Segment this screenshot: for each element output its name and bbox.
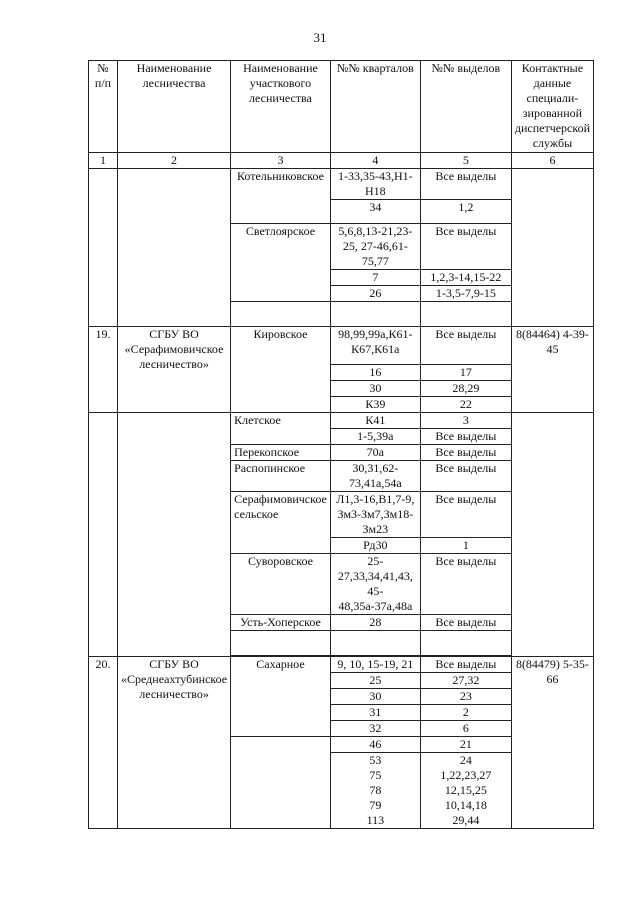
plots-cell: 1,22,23,27 [420, 768, 511, 783]
col-header-quarters: №№ кварталов [330, 61, 420, 153]
plots-cell: 1,2 [420, 200, 511, 224]
table-row [89, 413, 594, 429]
district-cell: Перекопское [231, 445, 331, 461]
plots-cell: 3 [420, 413, 511, 429]
plots-cell: Все выделы [420, 169, 511, 200]
quarters-cell: 5,6,8,13-21,23-25, 27-46,61-75,77 [330, 224, 420, 270]
district-cell: Суворовское [231, 554, 331, 615]
cell-empty [118, 413, 231, 657]
col-number-1: 1 [89, 153, 118, 169]
forestry-name: СГБУ ВО «Среднеахтубинское лесничество» [118, 657, 231, 829]
contact-cell: 8(84479) 5-35-66 [511, 657, 593, 829]
district-cell [231, 737, 331, 829]
quarters-cell: 1-5,39а [330, 429, 420, 445]
plots-cell: 12,15,25 [420, 783, 511, 798]
quarters-cell: 32 [330, 721, 420, 737]
plots-cell: Все выделы [420, 615, 511, 631]
quarters-cell: 79 [330, 798, 420, 813]
plots-cell: 23 [420, 689, 511, 705]
quarters-cell: 30,31,62-73,41а,54а [330, 461, 420, 492]
plots-cell: 21 [420, 737, 511, 753]
col-header-forestry: Наименование лесничества [118, 61, 231, 153]
quarters-cell: 31 [330, 705, 420, 721]
plots-cell: 1 [420, 538, 511, 554]
cell-empty [89, 413, 118, 657]
plots-cell: 29,44 [420, 813, 511, 829]
cell-empty [231, 631, 331, 656]
quarters-cell: 34 [330, 200, 420, 224]
plots-cell: 1,2,3-14,15-22 [420, 270, 511, 286]
quarters-cell: Рд30 [330, 538, 420, 554]
cell-empty [420, 631, 511, 656]
table-row [89, 169, 594, 200]
plots-cell: 27,32 [420, 673, 511, 689]
col-header-district: Наименование участкового лесничества [231, 61, 331, 153]
quarters-cell: 53 [330, 753, 420, 769]
quarters-cell: 7 [330, 270, 420, 286]
quarters-cell: 30 [330, 689, 420, 705]
district-cell: Распопинское [231, 461, 331, 492]
contact-cell: 8(84464) 4-39-45 [511, 327, 593, 413]
col-number-5: 5 [420, 153, 511, 169]
plots-cell: 28,29 [420, 381, 511, 397]
quarters-cell: 25 [330, 673, 420, 689]
forestry-name: СГБУ ВО «Серафимовичское лесничество» [118, 327, 231, 413]
plots-cell: 24 [420, 753, 511, 769]
quarters-cell: 1-33,35-43,Н1-Н18 [330, 169, 420, 200]
cell-empty [511, 169, 593, 327]
plots-cell: 2 [420, 705, 511, 721]
plots-cell: 22 [420, 397, 511, 413]
plots-cell: Все выделы [420, 554, 511, 615]
plots-cell: Все выделы [420, 657, 511, 673]
plots-cell: Все выделы [420, 445, 511, 461]
page-number: 31 [313, 30, 327, 45]
district-cell: Кировское [231, 327, 331, 413]
col-number-6: 6 [511, 153, 593, 169]
plots-cell: Все выделы [420, 492, 511, 538]
quarters-cell: 75 [330, 768, 420, 783]
cell-empty [420, 302, 511, 327]
cell-empty [511, 413, 593, 657]
district-cell: Сахарное [231, 657, 331, 737]
table-row [89, 327, 594, 365]
quarters-cell: К41 [330, 413, 420, 429]
district-cell: Котельниковское [231, 169, 331, 224]
quarters-cell: 25-27,33,34,41,43, 45-48,35а-37а,48а [330, 554, 420, 615]
quarters-cell: 28 [330, 615, 420, 631]
quarters-cell: 98,99,99а,К61-К67,К61а [330, 327, 420, 365]
col-header-num: № п/п [89, 61, 118, 153]
quarters-cell: 16 [330, 365, 420, 381]
plots-cell: 6 [420, 721, 511, 737]
cell-empty [330, 302, 420, 327]
district-cell: Светлоярское [231, 224, 331, 302]
plots-cell: 10,14,18 [420, 798, 511, 813]
quarters-cell: 26 [330, 286, 420, 302]
cell-empty [89, 169, 118, 327]
cell-empty [118, 169, 231, 327]
forestry-table [88, 60, 594, 829]
table-row [89, 657, 594, 673]
quarters-cell: 78 [330, 783, 420, 798]
plots-cell: 1-3,5-7,9-15 [420, 286, 511, 302]
quarters-cell: 30 [330, 381, 420, 397]
district-cell: Усть-Хоперское [231, 615, 331, 631]
plots-cell: Все выделы [420, 224, 511, 270]
district-cell: Серафимовичское сельское [231, 492, 331, 554]
quarters-cell: 70а [330, 445, 420, 461]
row-number: 20. [89, 657, 118, 829]
cell-empty [231, 302, 331, 327]
quarters-cell: 113 [330, 813, 420, 829]
header-row [89, 61, 594, 153]
cell-empty [330, 631, 420, 656]
col-number-3: 3 [231, 153, 331, 169]
quarters-cell: 9, 10, 15-19, 21 [330, 657, 420, 673]
col-number-2: 2 [118, 153, 231, 169]
quarters-cell: 46 [330, 737, 420, 753]
plots-cell: Все выделы [420, 429, 511, 445]
row-number: 19. [89, 327, 118, 413]
quarters-cell: К39 [330, 397, 420, 413]
quarters-cell: Л1,3-16,В1,7-9, Зм3-Зм7,Зм18-Зм23 [330, 492, 420, 538]
plots-cell: 17 [420, 365, 511, 381]
plots-cell: Все выделы [420, 327, 511, 365]
col-header-plots: №№ выделов [420, 61, 511, 153]
district-cell: Клетское [231, 413, 331, 445]
plots-cell: Все выделы [420, 461, 511, 492]
header-numbers-row [89, 153, 594, 169]
col-number-4: 4 [330, 153, 420, 169]
col-header-contacts: Контактные данные специали-зированной диспетчерской службы [511, 61, 593, 153]
